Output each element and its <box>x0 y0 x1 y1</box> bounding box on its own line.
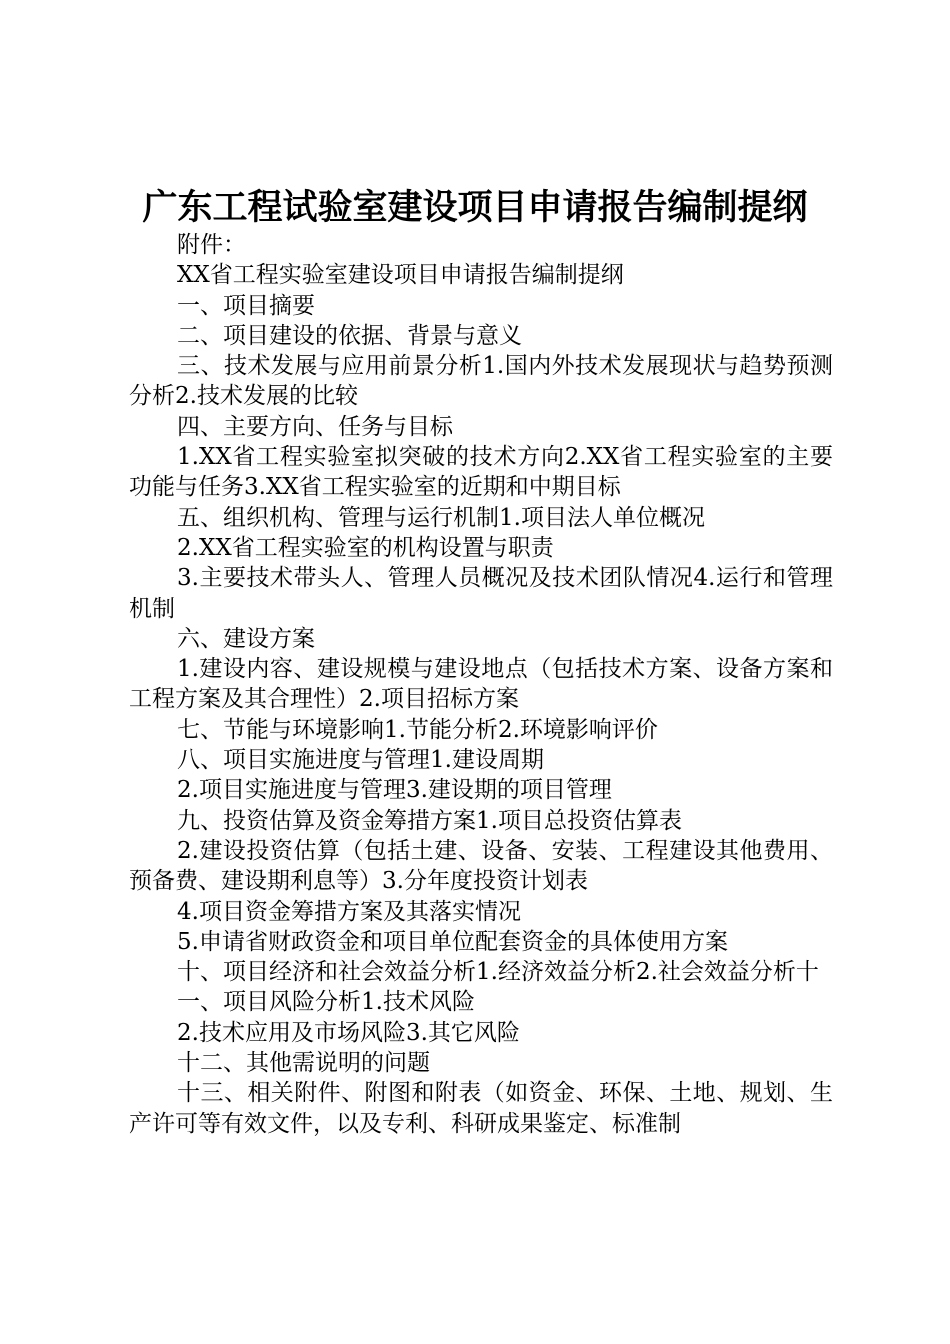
paragraph: 3.主要技术带头人、管理人员概况及技术团队情况4.运行和管理机制 <box>129 565 833 622</box>
paragraph: 4.项目资金筹措方案及其落实情况 <box>177 898 521 925</box>
paragraph: 四、主要方向、任务与目标 <box>177 413 453 440</box>
paragraph: XX省工程实验室建设项目申请报告编制提纲 <box>177 262 624 289</box>
paragraph: 2.建设投资估算（包括土建、设备、安装、工程建设其他费用、预备费、建设期利息等）3.分年度投资计划表 <box>129 837 833 895</box>
document-body <box>129 230 833 1139</box>
paragraph: 2.技术应用及市场风险3.其它风险 <box>177 1019 520 1046</box>
paragraph: 九、投资估算及资金筹措方案1.项目总投资估算表 <box>177 807 682 834</box>
paragraph: 5.申请省财政资金和项目单位配套资金的具体使用方案 <box>177 928 728 955</box>
paragraph: 2.XX省工程实验室的机构设置与职责 <box>177 534 554 561</box>
paragraph: 十、项目经济和社会效益分析1.经济效益分析2.社会效益分析十 <box>177 959 819 986</box>
paragraph: 1.XX省工程实验室拟突破的技术方向2.XX省工程实验室的主要功能与任务3.XX省工程实验室的近期和中期目标 <box>129 444 833 501</box>
paragraph: 二、项目建设的依据、背景与意义 <box>177 322 522 349</box>
paragraph: 附件： <box>177 232 246 258</box>
paragraph: 七、节能与环境影响1.节能分析2.环境影响评价 <box>177 716 658 743</box>
paragraph: 八、项目实施进度与管理1.建设周期 <box>177 747 544 774</box>
paragraph: 六、建设方案 <box>177 625 315 652</box>
document-title: 广东工程试验室建设项目申请报告编制提纲 <box>142 187 808 228</box>
paragraph: 十三、相关附件、附图和附表（如资金、环保、土地、规划、生产许可等有效文件，以及专利、科研成果鉴定、标准制 <box>129 1080 833 1137</box>
paragraph: 一、项目风险分析1.技术风险 <box>177 989 475 1016</box>
paragraph: 2.项目实施进度与管理3.建设期的项目管理 <box>177 777 612 804</box>
paragraph: 五、组织机构、管理与运行机制1.项目法人单位概况 <box>177 504 705 531</box>
paragraph: 一、项目摘要 <box>177 292 315 319</box>
paragraph: 1.建设内容、建设规模与建设地点（包括技术方案、设备方案和工程方案及其合理性）2.项目招标方案 <box>129 656 833 713</box>
paragraph: 三、技术发展与应用前景分析1.国内外技术发展现状与趋势预测分析2.技术发展的比较 <box>129 353 833 410</box>
paragraph: 十二、其他需说明的问题 <box>177 1050 430 1077</box>
